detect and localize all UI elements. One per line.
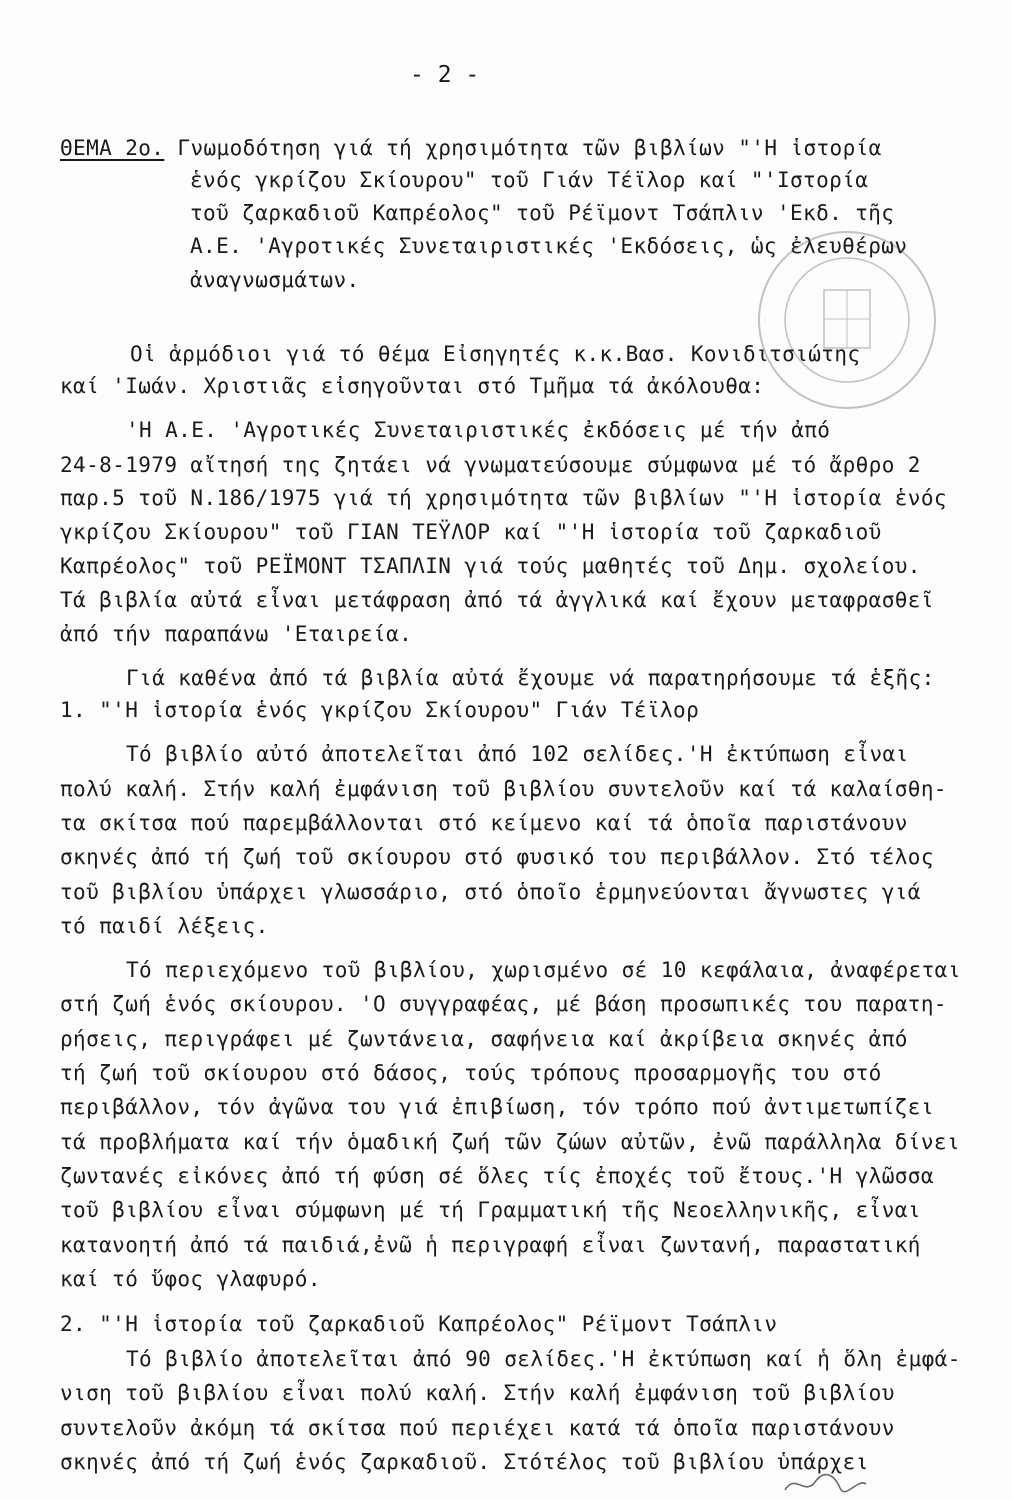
- para1-line-1: 'Η Α.Ε. 'Αγροτικές Συνεταιριστικές ἐκδόσεις μέ τήν ἀπό: [126, 418, 831, 442]
- handwritten-initials-icon: [780, 1468, 870, 1498]
- para4-line-2: στή ζωή ἑνός σκίουρου. 'Ο συγγραφέας, μέ βάση προσωπικές του παρατη-: [60, 992, 947, 1016]
- intro-line-1: Οἱ ἁρμόδιοι γιά τό θέμα Εἰσηγητές κ.κ.Βασ. Κονιδιτσιώτης: [130, 342, 861, 366]
- para1-line-3: παρ.5 τοῦ Ν.186/1975 γιά τή χρησιμότητα τῶν βιβλίων "'Η ἱστορία ἑνός: [60, 486, 947, 510]
- para3-line-1: Τό βιβλίο αὐτό ἀποτελεῖται ἀπό 102 σελίδες.'Η ἐκτύπωση εἶναι: [126, 742, 909, 766]
- para5-line-2: Τό βιβλίο ἀποτελεῖται ἀπό 90 σελίδες.'Η ἐκτύπωση καί ἡ ὅλη ἐμφά-: [126, 1347, 961, 1371]
- para3-line-4: σκηνές ἀπό τή ζωή τοῦ σκίουρου στό φυσικό του περιβάλλον. Στό τέλος: [60, 845, 934, 869]
- para1-line-2: 24-8-1979 αἴτησή της ζητάει νά γνωματεύσουμε σύμφωνα μέ τό ἄρθρο 2: [60, 453, 921, 477]
- heading-line-5: ἀναγνωσμάτων.: [190, 268, 360, 292]
- thema-label: ΘΕΜΑ 2ο.: [60, 136, 165, 160]
- para1-line-6: Τά βιβλία αὐτά εἶναι μετάφραση ἀπό τά ἀγγλικά καί ἔχουν μεταφρασθεῖ: [60, 588, 934, 612]
- para4-line-9: κατανοητή ἀπό τά παιδιά,ἐνῶ ἡ περιγραφή εἶναι ζωντανή, παραστατική: [60, 1233, 921, 1257]
- heading-line-2: ἑνός γκρίζου Σκίουρου" τοῦ Γιάν Τέϊλορ καί "'Ιστορία: [190, 168, 869, 192]
- heading-text-1: Γνωμοδότηση γιά τή χρησιμότητα τῶν βιβλίων "'Η ἱστορία: [164, 136, 882, 160]
- para3-line-2: πολύ καλή. Στήν καλή ἐμφάνιση τοῦ βιβλίου συντελοῦν καί τά καλαίσθη-: [60, 777, 947, 801]
- para4-line-8: τοῦ βιβλίου εἶναι σύμφωνη μέ τή Γραμματική τῆς Νεοελληνικῆς, εἶναι: [60, 1198, 921, 1222]
- para2-line-2: 1. "'Η ἱστορία ἑνός γκρίζου Σκίουρου" Γιάν Τέϊλορ: [60, 698, 700, 722]
- para1-line-4: γκρίζου Σκίουρου" τοῦ ΓΙΑΝ ΤΕΫΛΟΡ καί "'Η ἱστορία τοῦ ζαρκαδιοῦ: [60, 520, 882, 544]
- para4-line-10: καί τό ὕφος γλαφυρό.: [60, 1267, 321, 1291]
- para1-line-7: ἀπό τήν παραπάνω 'Εταιρεία.: [60, 622, 413, 646]
- para5-line-4: συντελοῦν ἀκόμη τά σκίτσα πού περιέχει κατά τά ὁποῖα παριστάνουν: [60, 1416, 895, 1440]
- para5-line-3: νιση τοῦ βιβλίου εἶναι πολύ καλή. Στήν καλή ἐμφάνιση τοῦ βιβλίου: [60, 1381, 895, 1405]
- para4-line-1: Τό περιεχόμενο τοῦ βιβλίου, χωρισμένο σέ 10 κεφάλαια, ἀναφέρεται: [126, 958, 961, 982]
- para4-line-4: τή ζωή τοῦ σκίουρου στό δάσος, τούς τρόπους προσαρμογῆς του στό: [60, 1061, 882, 1085]
- seal-stamp-icon: [752, 225, 942, 415]
- para3-line-3: τα σκίτσα πού παρεμβάλλονται στό κείμενο καί τά ὁποῖα παριστάνουν: [60, 811, 908, 835]
- para3-line-5: τοῦ βιβλίου ὑπάρχει γλωσσάριο, στό ὁποῖο ἑρμηνεύονται ἄγνωστες γιά: [60, 880, 921, 904]
- para5-line-5: σκηνές ἀπό τή ζωή ἑνός ζαρκαδιοῦ. Στότέλος τοῦ βιβλίου ὑπάρχει: [60, 1450, 869, 1474]
- heading-line-3: τοῦ ζαρκαδιοῦ Καπρέολος" τοῦ Ρέϊμοντ Τσάπλιν 'Εκδ. τῆς: [190, 201, 895, 225]
- para2-line-1: Γιά καθένα ἀπό τά βιβλία αὐτά ἔχουμε νά παρατηρήσουμε τά ἑξῆς:: [126, 666, 935, 690]
- heading-line-4: Α.Ε. 'Αγροτικές Συνεταιριστικές 'Εκδόσεις, ὡς ἐλευθέρων: [190, 234, 908, 258]
- para4-line-6: τά προβλήματα καί τήν ὁμαδική ζωή τῶν ζώων αὐτῶν, ἐνῶ παράλληλα δίνει: [60, 1130, 960, 1154]
- para4-line-3: ρήσεις, περιγράφει μέ ζωντάνεια, σαφήνεια καί ἀκρίβεια σκηνές ἀπό: [60, 1027, 908, 1051]
- para1-line-5: Καπρέολος" τοῦ ΡΕΪΜΟΝΤ ΤΣΑΠΛΙΝ γιά τούς μαθητές τοῦ Δημ. σχολείου.: [60, 554, 921, 578]
- para4-line-7: ζωντανές εἰκόνες ἀπό τή φύση σέ ὅλες τίς ἐποχές τοῦ ἔτους.'Η γλῶσσα: [60, 1164, 934, 1188]
- heading-line-1: [60, 134, 882, 162]
- para3-line-6: τό παιδί λέξεις.: [60, 914, 269, 938]
- page-number: - 2 -: [410, 62, 480, 88]
- intro-line-2: καί 'Ιωάν. Χριστιᾶς εἰσηγοῦνται στό Τμῆμα τά ἀκόλουθα:: [60, 374, 765, 398]
- para4-line-5: περιβάλλον, τόν ἀγῶνα του γιά ἐπιβίωση, τόν τρόπο πού ἀντιμετωπίζει: [60, 1095, 934, 1119]
- para5-line-1: 2. "'Η ἱστορία τοῦ ζαρκαδιοῦ Καπρέολος" Ρέϊμοντ Τσάπλιν: [60, 1312, 778, 1336]
